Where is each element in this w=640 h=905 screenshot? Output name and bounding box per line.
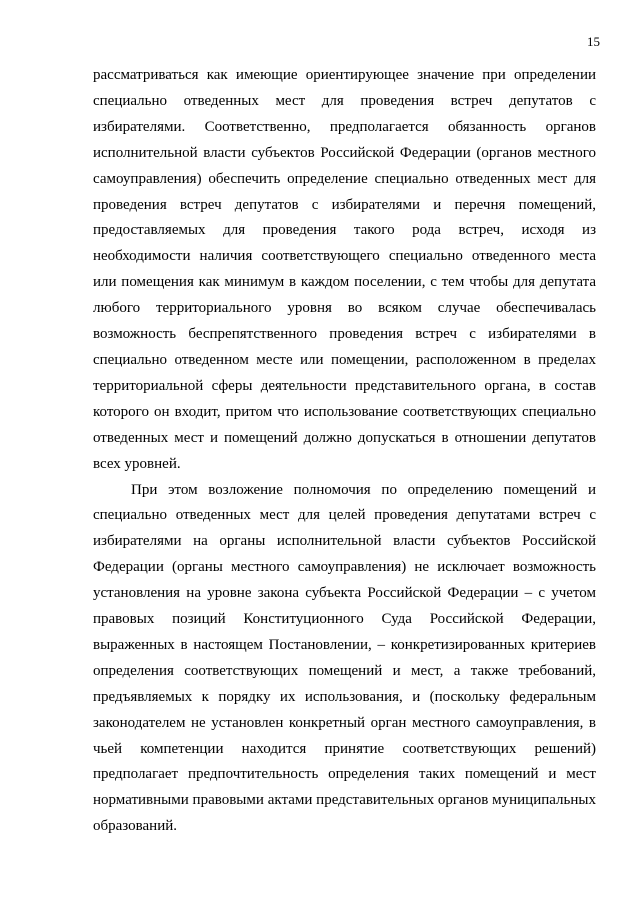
paragraph-2: При этом возложение полномочия по определению помещений и специально отведенных мест для целей проведения депутатами встреч с избирателями на органы исполнительной власти субъектов Российской Федерации (органы местного самоуправления) не исключает возможность установления на уровне закона субъекта Российской Федерации – с учетом правовых позиций Конституционного Суда Российской Федерации, выраженных в настоящем Постановлении, – конкретизированных критериев определения соответствующих помещений и мест, а также требований, предъявляемых к порядку их использования, и (поскольку федеральным законодателем не установлен конкретный орган местного самоуправления, в чьей компетенции находится принятие соответствующих решений) предполагает предпочтительность определения таких помещений и мест нормативными правовыми актами представительных органов муниципальных образований. (93, 481, 596, 835)
page-number: 15 (587, 34, 600, 49)
document-body (93, 63, 596, 840)
paragraph-1: рассматриваться как имеющие ориентирующее значение при определении специально отведенных мест для проведения встреч депутатов с избирателями. Соответственно, предполагается обязанность органов исполнительной власти субъектов Российской Федерации (органов местного самоуправления) обеспечить определение специально отведенных мест для проведения встреч депутатов с избирателями и перечня помещений, предоставляемых для проведения такого рода встреч, исходя из необходимости наличия соответствующего специально отведенного места или помещения как минимум в каждом поселении, с тем чтобы для депутата любого территориального уровня во всяком случае обеспечивалась возможность беспрепятственного проведения встреч с избирателями в специально отведенном месте или помещении, расположенном в пределах территориальной сферы деятельности представительного органа, в состав которого он входит, притом что использование соответствующих специально отведенных мест и помещений должно допускаться в отношении депутатов всех уровней. (93, 67, 596, 472)
